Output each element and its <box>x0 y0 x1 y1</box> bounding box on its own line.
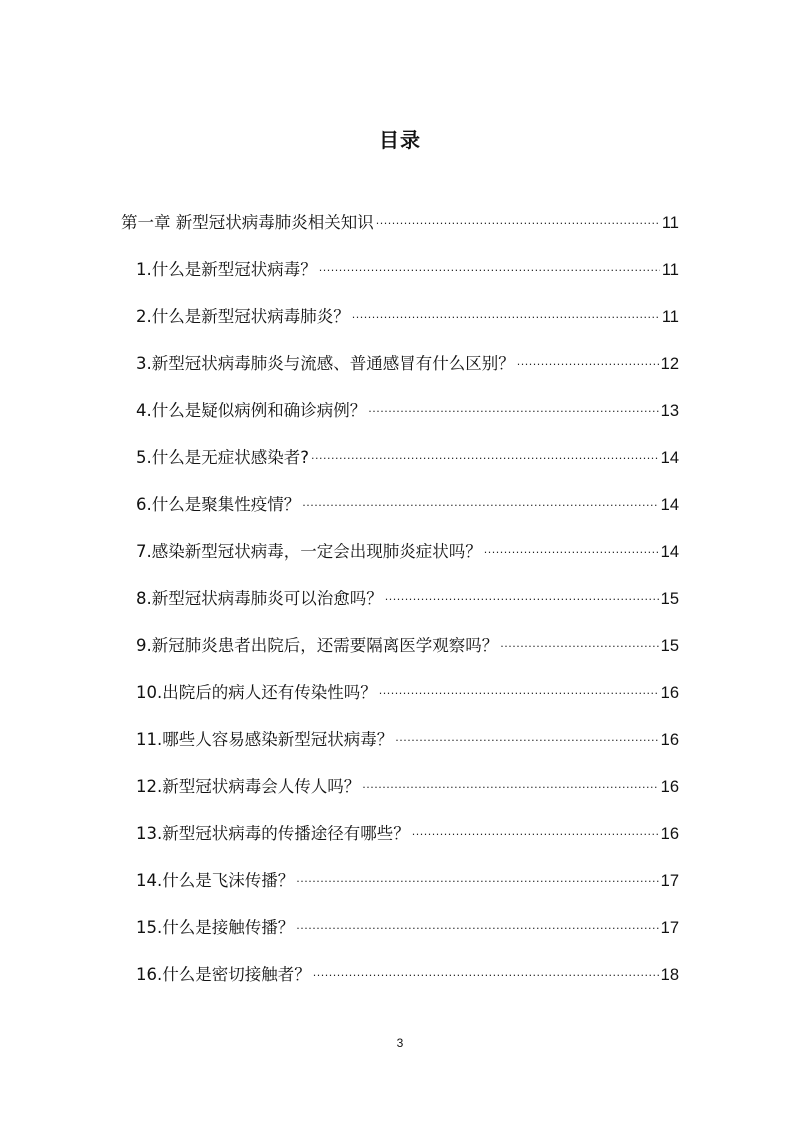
toc-entry-text: 5.什么是无症状感染者? <box>136 448 310 467</box>
dot-leader <box>352 304 660 326</box>
toc-entry-text: 13.新型冠状病毒的传播途径有哪些？ <box>136 824 410 843</box>
toc-entry-text: 10.出院后的病人还有传染性吗？ <box>136 683 377 702</box>
toc-entry-text: 12.新型冠状病毒会人传人吗？ <box>136 777 361 796</box>
dot-leader <box>296 868 658 890</box>
toc-entry-text: 8.新型冠状病毒肺炎可以治愈吗？ <box>136 589 383 608</box>
toc-entry-text: 7.感染新型冠状病毒，一定会出现肺炎症状吗？ <box>136 542 482 561</box>
toc-entry-14[interactable] <box>136 870 679 892</box>
toc-entry-page: 16 <box>660 825 679 843</box>
toc-entry-7[interactable] <box>136 541 679 563</box>
toc-entry-page: 17 <box>660 919 679 937</box>
dot-leader <box>484 539 659 561</box>
toc-entry-5[interactable] <box>136 447 679 469</box>
dot-leader <box>319 257 660 279</box>
toc-entry-page: 16 <box>660 731 679 749</box>
toc-entry-text: 3.新型冠状病毒肺炎与流感、普通感冒有什么区别？ <box>136 354 515 373</box>
toc-entry-2[interactable] <box>136 306 679 328</box>
toc-entry-page: 14 <box>660 449 679 467</box>
dot-leader <box>311 445 659 467</box>
dot-leader <box>296 915 658 937</box>
page-number: 3 <box>396 1036 404 1050</box>
toc-entry-text: 4.什么是疑似病例和确诊病例？ <box>136 401 367 420</box>
toc-entry-16[interactable] <box>136 964 679 986</box>
toc-entry-page: 11 <box>661 214 679 232</box>
toc-entry-text: 14.什么是飞沫传播？ <box>136 871 295 890</box>
toc-entry-4[interactable] <box>136 400 679 422</box>
toc-entry-page: 15 <box>660 590 679 608</box>
toc-entry-3[interactable] <box>136 353 679 375</box>
dot-leader <box>313 962 659 984</box>
dot-leader <box>517 351 659 373</box>
toc-entry-page: 13 <box>660 402 679 420</box>
toc-entry-page: 11 <box>661 308 679 326</box>
toc-entry-page: 14 <box>660 496 679 514</box>
toc-entry-8[interactable] <box>136 588 679 610</box>
toc-entry-page: 17 <box>660 872 679 890</box>
toc-entry-1[interactable] <box>136 259 679 281</box>
toc-entry-text: 第一章 新型冠状病毒肺炎相关知识 <box>121 213 374 232</box>
toc-entry-page: 18 <box>660 966 679 984</box>
toc-entry-13[interactable] <box>136 823 679 845</box>
dot-leader <box>302 492 658 514</box>
toc-entry-text: 9.新冠肺炎患者出院后，还需要隔离医学观察吗？ <box>136 636 499 655</box>
toc-entry-11[interactable] <box>136 729 679 751</box>
dot-leader <box>412 821 659 843</box>
dot-leader <box>385 586 659 608</box>
toc-entry-page: 12 <box>660 355 679 373</box>
toc-entry-text: 6.什么是聚集性疫情？ <box>136 495 301 514</box>
dot-leader <box>362 774 658 796</box>
dot-leader <box>376 210 660 232</box>
toc-entry-page: 16 <box>660 684 679 702</box>
toc-entry-12[interactable] <box>136 776 679 798</box>
toc-entry-page: 11 <box>661 261 679 279</box>
toc-entry-page: 16 <box>660 778 679 796</box>
toc-entry-page: 14 <box>660 543 679 561</box>
dot-leader <box>368 398 658 420</box>
toc-entry-text: 16.什么是密切接触者？ <box>136 965 311 984</box>
toc-entry-6[interactable] <box>136 494 679 516</box>
toc-entry-text: 1.什么是新型冠状病毒？ <box>136 260 317 279</box>
toc-entry-text: 11.哪些人容易感染新型冠状病毒？ <box>136 730 394 749</box>
dot-leader <box>379 680 659 702</box>
toc-entry-9[interactable] <box>136 635 679 657</box>
toc-entry-15[interactable] <box>136 917 679 939</box>
toc-entry-10[interactable] <box>136 682 679 704</box>
toc-entry-chapter-1[interactable] <box>121 212 679 234</box>
toc-entry-text: 15.什么是接触传播？ <box>136 918 295 937</box>
dot-leader <box>500 633 658 655</box>
toc-title: 目录 <box>379 128 421 152</box>
toc-entry-text: 2.什么是新型冠状病毒肺炎？ <box>136 307 350 326</box>
toc-entry-page: 15 <box>660 637 679 655</box>
dot-leader <box>395 727 658 749</box>
